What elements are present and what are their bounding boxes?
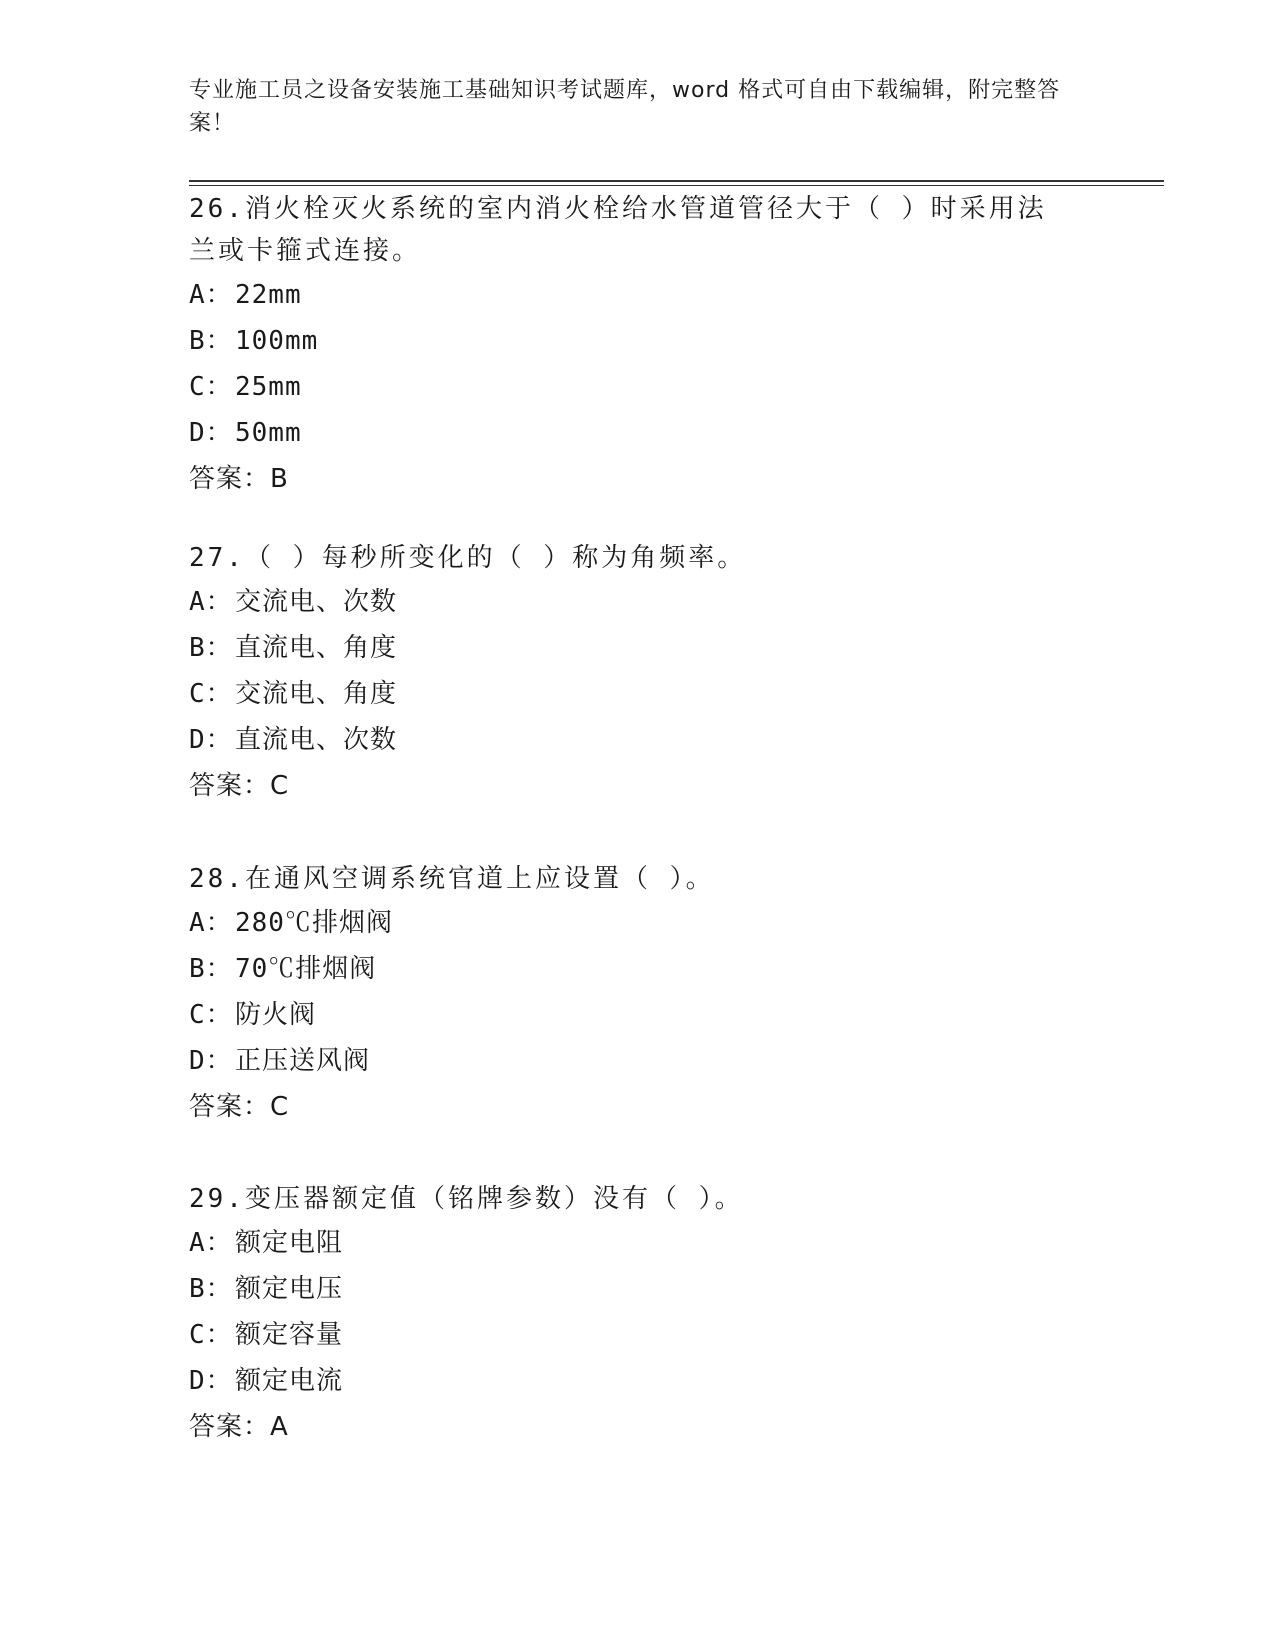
header-divider-thin	[189, 185, 1164, 186]
option-key: D：	[189, 1046, 233, 1076]
option-key: A：	[189, 908, 233, 938]
option-value: 防火阀	[235, 1000, 317, 1030]
option-b	[189, 946, 1069, 992]
option-d	[189, 717, 1069, 763]
header-divider-thick	[189, 180, 1164, 182]
option-key: D：	[189, 418, 233, 448]
option-d	[189, 1358, 1069, 1404]
option-key: B：	[189, 1274, 233, 1304]
option-key: C：	[189, 372, 233, 402]
answer-text: 答案：A	[189, 1412, 289, 1442]
option-value: 280℃排烟阀	[235, 908, 393, 938]
option-b	[189, 1266, 1069, 1312]
option-b	[189, 318, 1069, 364]
option-a	[189, 579, 1069, 625]
option-c	[189, 364, 1069, 410]
option-a	[189, 1220, 1069, 1266]
option-value: 额定容量	[235, 1320, 344, 1350]
question-text: 26.消火栓灭火系统的室内消火栓给水管道管径大于（ ）时采用法兰或卡箍式连接。	[189, 194, 1047, 266]
option-value: 25mm	[235, 372, 302, 402]
option-key: C：	[189, 1000, 233, 1030]
option-key: D：	[189, 725, 233, 755]
option-value: 额定电流	[235, 1366, 344, 1396]
option-value: 100mm	[235, 326, 319, 356]
option-c	[189, 1312, 1069, 1358]
option-d	[189, 1038, 1069, 1084]
option-d	[189, 410, 1069, 456]
option-key: C：	[189, 679, 233, 709]
answer-text: 答案：B	[189, 464, 289, 494]
option-key: A：	[189, 280, 233, 310]
question-29	[189, 1178, 1069, 1450]
option-value: 50mm	[235, 418, 302, 448]
option-key: C：	[189, 1320, 233, 1350]
question-26	[189, 188, 1069, 502]
option-value: 22mm	[235, 280, 302, 310]
option-a	[189, 900, 1069, 946]
option-key: D：	[189, 1366, 233, 1396]
option-key: A：	[189, 587, 233, 617]
option-a	[189, 272, 1069, 318]
option-value: 交流电、次数	[235, 587, 398, 617]
question-text: 27.（ ）每秒所变化的（ ）称为角频率。	[189, 543, 747, 573]
option-value: 直流电、角度	[235, 633, 398, 663]
question-27	[189, 537, 1069, 809]
option-c	[189, 671, 1069, 717]
answer-text: 答案：C	[189, 771, 290, 801]
question-28	[189, 858, 1069, 1130]
option-value: 70℃排烟阀	[235, 954, 377, 984]
option-value: 额定电压	[235, 1274, 344, 1304]
option-c	[189, 992, 1069, 1038]
answer-text: 答案：C	[189, 1092, 290, 1122]
option-key: B：	[189, 326, 233, 356]
option-b	[189, 625, 1069, 671]
option-key: B：	[189, 633, 233, 663]
option-value: 交流电、角度	[235, 679, 398, 709]
option-key: B：	[189, 954, 233, 984]
document-header: 专业施工员之设备安装施工基础知识考试题库，word 格式可自由下载编辑，附完整答案！	[189, 78, 1061, 136]
question-text: 29.变压器额定值（铭牌参数）没有（ ）。	[189, 1184, 744, 1214]
option-value: 额定电阻	[235, 1228, 344, 1258]
option-value: 直流电、次数	[235, 725, 398, 755]
question-text: 28.在通风空调系统官道上应设置（ ）。	[189, 864, 715, 894]
option-value: 正压送风阀	[235, 1046, 371, 1076]
option-key: A：	[189, 1228, 233, 1258]
